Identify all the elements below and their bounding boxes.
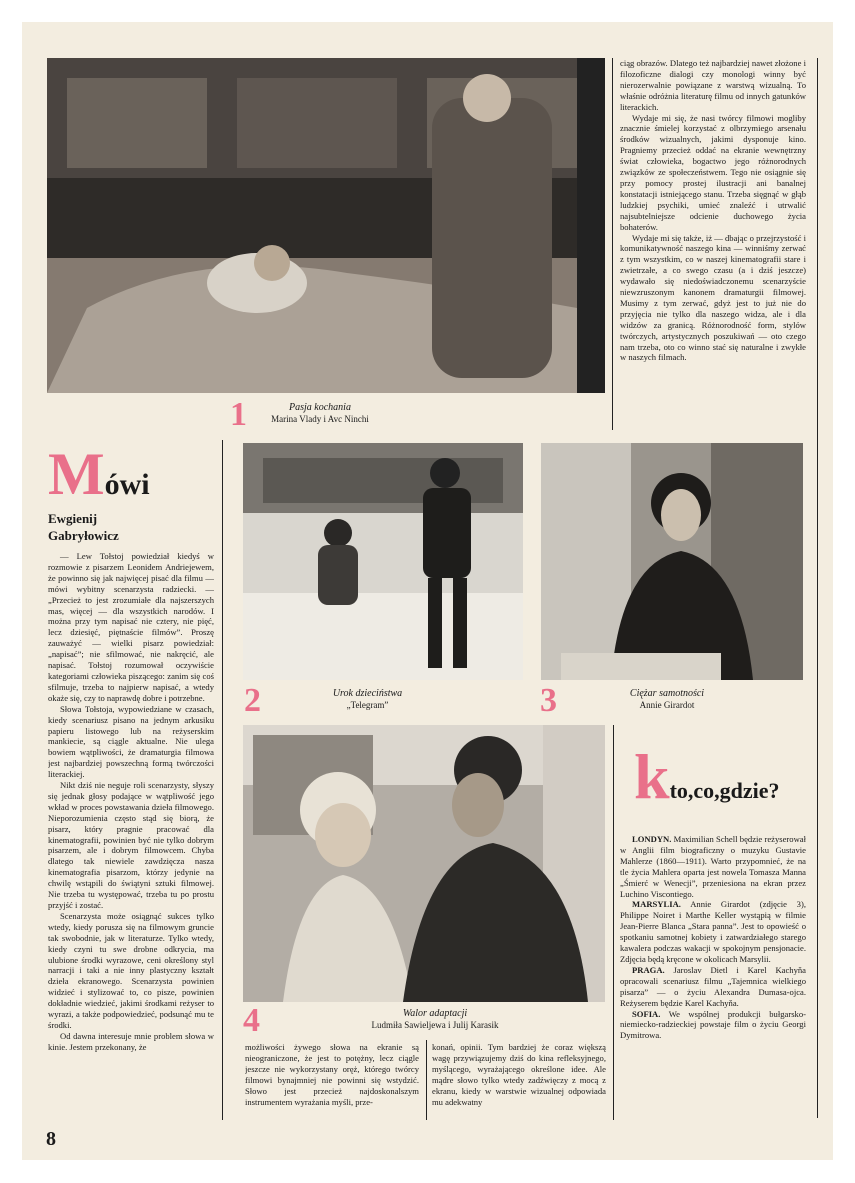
photo-1-bed-scene xyxy=(47,58,605,393)
column-rule xyxy=(613,725,614,1120)
article-column-bottom-left xyxy=(245,1042,419,1120)
photo-1-title: Pasja kochania xyxy=(289,402,351,413)
kto-initial: k xyxy=(634,741,670,812)
kto-city: MARSYLIA. xyxy=(632,899,681,910)
column-rule xyxy=(612,58,613,430)
photo-4-subtitle: Ludmiła Sawieljewa i Julij Karasik xyxy=(371,1020,499,1030)
page-number: 8 xyxy=(46,1128,56,1150)
kto-item-prague xyxy=(620,965,806,1009)
article-right-para-2: Wydaje mi się, że nasi twórcy filmowi mogliby znacznie śmielej korzystać z olbrzymiego arsenału środków wizualnych, jakimi dysponuje kino. Pragniemy przecież oddać na ekranie wewnętrzny świat człowieka, bogactwo jego różnorodnych związków ze społeczeństwem. Tego nie osiągnie się przy pomocy prostej ilustracji ani banalnej konstatacji istniejącego stanu. Trzeba sięgnąć w głąb ludzkiej psychiki, umieć znaleźć i utrwalić najsubtelniejsze odcienie duchowego życia bohaterów. xyxy=(620,112,806,232)
article-right-para-1: ciąg obrazów. Dlatego też najbardziej nawet złożone i filozoficzne dialogi czy monologi winny być nierozerwalnie powiązane z warstwą wizualną. To właśnie odróżnia literaturę filmu od innych gatunków literackich. xyxy=(620,58,806,112)
photo-3-portrait xyxy=(541,443,803,680)
photo-2-number: 2 xyxy=(244,682,261,719)
photo-1-number: 1 xyxy=(230,396,247,433)
kto-city: SOFIA. xyxy=(632,1008,661,1019)
article-para-1: — Lew Tołstoj powiedział kiedyś w rozmowie z pisarzem Leonidem Andriejewem, że powinno się jak najwięcej pisać dla filmu — mówi wybitny scenarzysta radziecki. — „Przecież to jest zrozumiałe dla najszerszych mas, więcej — dla wszystkich narodów. I można przy tym napisać nie cztery, nie pięć, lecz dziesięć, piętnaście filmów”. Proszę zauważyć — wielki pisarz powiedział: „napisać”; nie sfilmować, nie nakręcić, ale napisać. Tołstoj rozumował oczywiście kategoriami człowieka piszącego: zanim się coś sfilmuje, trzeba to najpierw napisać, a wtedy okaże się, czy to naprawdę dobre i potrzebne. xyxy=(48,551,214,703)
article-para-2: Słowa Tołstoja, wypowiedziane w czasach, kiedy scenariusz pisano na jednym arkusiku papieru listowego lub na reżyserskim mankiecie, są ciągle aktualne. Nie ulega bowiem wątpliwości, że dramaturgia filmowa jest najbardziej powszechną formą twórczości literackiej. xyxy=(48,703,214,780)
kto-rest: to,co,gdzie? xyxy=(669,778,780,803)
photo-2-skating xyxy=(243,443,523,680)
photo-3-number: 3 xyxy=(540,682,557,719)
photo-3-subtitle: Annie Girardot xyxy=(639,700,695,710)
photo-4-dialogue xyxy=(243,725,605,1002)
headline-initial: M xyxy=(48,441,105,507)
photo-2-subtitle: „Telegram” xyxy=(346,700,389,710)
kto-city: LONDYN. xyxy=(632,834,672,844)
kto-city: PRAGA. xyxy=(632,964,665,975)
kto-text: Jaroslav Dietl i Karel Kachyňa opracowali scenariusz filmu „Tajemnica wielkiego pisarza” — o życiu Alexandra Dumasa-ojca. Reżyserem będzie Karel Kachyňa. xyxy=(620,964,806,1008)
author-last-name: Gabryłowicz xyxy=(48,528,119,543)
column-rule xyxy=(222,440,223,1120)
kto-text: Annie Girardot (zdjęcie 3), Philippe Noiret i Marthe Keller wystąpią w filmie Jean-Pierre Blanca „Stara panna”. Jest to opowieść o spotkaniu samotnej kobiety i zatwardziałego starego kawalera podczas wakacji w spokojnym pensjonacie. Zdjęcia będą kręcone w okolicach Marsylii. xyxy=(620,899,806,964)
photo-2-caption xyxy=(300,687,435,712)
photo-2-title: Urok dzieciństwa xyxy=(332,688,403,699)
kto-item-marseille xyxy=(620,899,806,964)
kto-item-london xyxy=(620,834,806,899)
article-right-para-3: Wydaje mi się także, iż — dbając o przejrzystość i komunikatywność naszego kina — winniśmy zerwać z tym wszystkim, co w naszej kinematografii stare i zwietrzałe, a co swego czasu (a i dziś jeszcze) wydawało się niedoświadczonemu scenarzyście niewzruszonym kanonem dramaturgii filmowej. Musimy z tym zerwać, gdyż jest to już nie do przyjęcia nie tylko dla naszego widza, ale i dla widzów za granicą. Różnorodność form, stylów twórczych, artystycznych poszukiwań — oto czego nam trzeba, oto co winno stać się naturalne i zwykłe w naszych filmach. xyxy=(620,232,806,363)
author-first-name: Ewgienij xyxy=(48,511,98,526)
kto-text: Maximilian Schell będzie reżyserował w Anglii film biograficzny o muzyku Gustavie Mahlerze (1860—1911). Warto przypomnieć, że na tle życia Mahlera oparta jest nowela Tomasza Manna „Śmierć w Wenecji”, przeniesiona na ekran przez Luchino Viscontiego. xyxy=(620,834,806,899)
photo-4-caption xyxy=(340,1007,530,1032)
article-para-4: Scenarzysta może osiągnąć sukces tylko wtedy, kiedy porusza się na filmowym gruncie tak swobodnie, jak w literaturze. Tylko wtedy, kiedy czyni tu swe drobne odkrycia, ma ulubione środki wyrazowe, ceni określony styl narracji i taki a nie inny plastyczny kształt dzieła ekranowego. Scenarzysta powinien widzieć i stylizować to, co pisze, powinien dokładnie wiedzieć, jakimi środkami reżyser to wyrazi, a także podpowiedzieć, podsunąć mu te środki. xyxy=(48,910,214,1030)
photo-3-caption xyxy=(612,687,722,712)
article-para-5: Od dawna interesuje mnie problem słowa w kinie. Jestem przekonany, że xyxy=(48,1030,214,1052)
article-column-bottom-mid xyxy=(432,1042,606,1120)
kto-co-gdzie-heading xyxy=(634,740,810,814)
kto-text: We wspólnej produkcji bułgarsko-niemiecko-radzieckiej powstaje film o życiu Georgi Dymitrowa. xyxy=(620,1008,806,1041)
article-para-3: Nikt dziś nie neguje roli scenarzysty, słyszy się jednak głosy podające w wątpliwość jego wkład w proces powstawania dzieła filmowego. Nieporozumienia często stąd się biorą, że pisarz, który pragnie pracować dla kinematografii, powinien być nie tylko dobrym pisarzem, ale i dobrym filmowcem. Chyba dlatego tak niewiele zawdzięcza nasza kinematografia pisarzom, którzy jedynie na chwilę wstąpili do świątyni sztuki filmowej. Nie trzeba tu występować, trzeba tu po prostu przyjść i zostać. xyxy=(48,780,214,910)
photo-4-number: 4 xyxy=(243,1002,260,1039)
kto-column xyxy=(620,834,806,1118)
photo-4-title: Walor adaptacji xyxy=(402,1008,468,1019)
column-rule xyxy=(817,58,818,1118)
headline-rest: ówi xyxy=(104,468,150,501)
article-bottom-left-text: możliwości żywego słowa na ekranie są nieograniczone, że jest to potężny, lecz ciągle jeszcze nie wykorzystany oręż, którego twórcy filmowi bynajmniej nie powinni się wstydzić. Słowo jest przecież najdoskonalszym instrumentem wyrażania myśli, prze- xyxy=(245,1042,419,1107)
kto-item-sofia xyxy=(620,1009,806,1042)
article-column-right-top xyxy=(620,58,806,430)
article-headline xyxy=(48,440,150,509)
article-bottom-mid-text: konań, opinii. Tym bardziej że coraz większą wagę przywiązujemy dziś do kina refleksyjnego, myślącego, wyrażającego określone idee. Ale mądre słowo tylko wtedy zadźwięczy z mocą z ekranu, kiedy w warstwie wizualnej odpowiada mu adekwatny xyxy=(432,1042,606,1107)
article-author xyxy=(48,510,119,544)
column-rule xyxy=(426,1040,427,1120)
photo-1-subtitle: Marina Vlady i Avc Ninchi xyxy=(271,414,369,424)
article-column-left xyxy=(48,551,214,1119)
photo-3-title: Ciężar samotności xyxy=(629,688,705,699)
photo-1-caption xyxy=(250,401,390,426)
